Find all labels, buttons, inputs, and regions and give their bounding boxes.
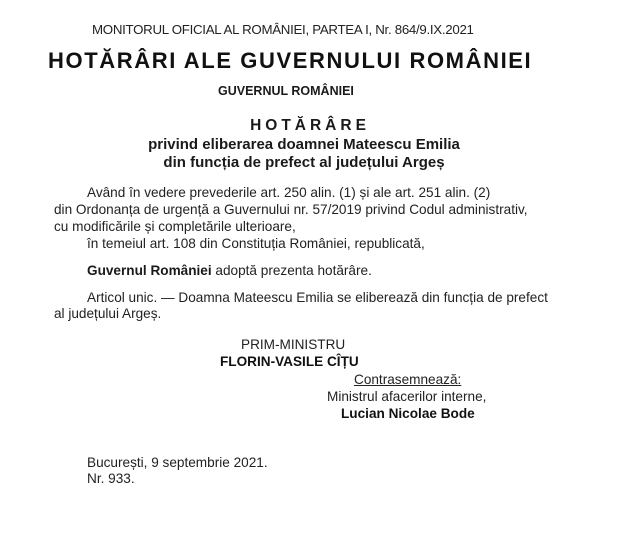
pm-name: FLORIN-VASILE CÎȚU (220, 354, 359, 369)
preamble-line-2: din Ordonanța de urgență a Guvernului nr. 57/2019 privind Codul administrativ, (54, 202, 528, 217)
subject-line-2: din funcția de prefect al județului Argeș (163, 154, 445, 171)
subject-line-1: privind eliberarea doamnei Mateescu Emilia (148, 136, 460, 153)
adoption-subject: Guvernul României (87, 263, 212, 278)
adoption-statement (87, 263, 372, 278)
countersign-label: Contrasemnează: (354, 372, 462, 387)
adoption-rest: adoptă prezenta hotărâre. (211, 263, 372, 278)
preamble-line-4: în temeiul art. 108 din Constituția României, republicată, (87, 236, 425, 251)
preamble-line-1: Având în vedere prevederile art. 250 alin. (1) și ale art. 251 alin. (2) (87, 185, 491, 200)
pm-title: PRIM-MINISTRU (241, 337, 346, 352)
gazette-header: MONITORUL OFICIAL AL ROMÂNIEI, PARTEA I, Nr. 864/9.IX.2021 (92, 22, 474, 37)
place-date: București, 9 septembrie 2021. (87, 455, 268, 470)
article-line-2: al județului Argeș. (54, 306, 162, 321)
decision-number: Nr. 933. (87, 471, 135, 486)
article-line-1: Articol unic. — Doamna Mateescu Emilia se eliberează din funcția de prefect (87, 290, 548, 305)
minister-title: Ministrul afacerilor interne, (327, 389, 487, 404)
decision-title: HOTĂRÂRE (250, 117, 370, 134)
minister-name: Lucian Nicolae Bode (341, 406, 475, 421)
issuer-label: GUVERNUL ROMÂNIEI (218, 84, 354, 98)
preamble-line-3: cu modificările și completările ulterioare, (54, 219, 296, 234)
section-title: HOTĂRÂRI ALE GUVERNULUI ROMÂNIEI (48, 48, 533, 73)
